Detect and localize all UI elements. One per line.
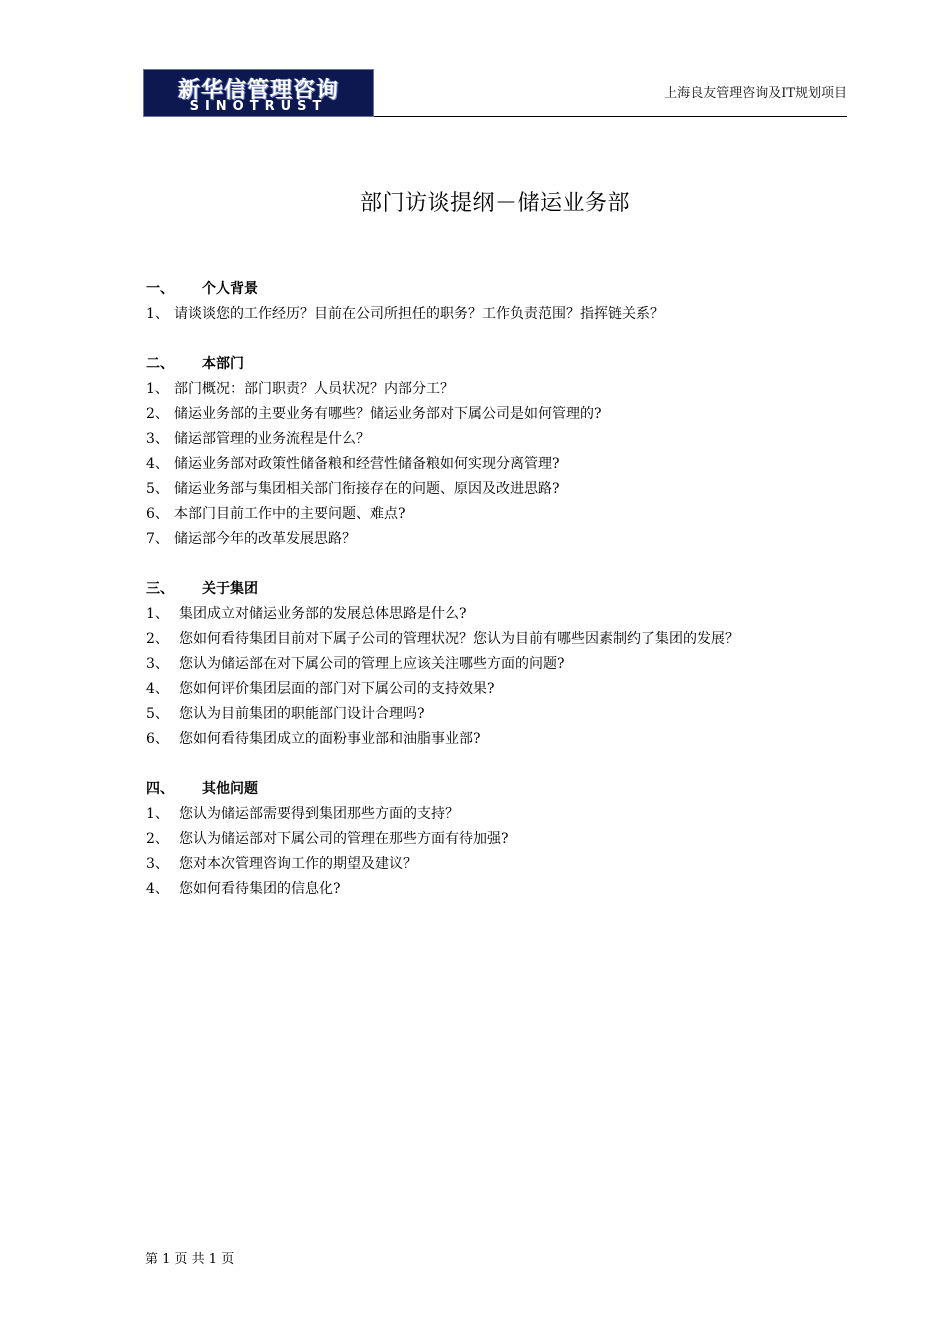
question-item [146,677,886,702]
section-about-group [146,577,886,752]
question-number: 7、 [146,531,169,547]
question-item [146,702,886,727]
section-personal-background [146,277,886,327]
question-number: 3、 [146,431,169,447]
section-title: 关于集团 [202,581,258,597]
section-number: 一、 [146,281,174,297]
question-text: 储运业务部与集团相关部门衔接存在的问题、原因及改进思路? [174,481,560,497]
question-text: 储运业务部的主要业务有哪些？储运业务部对下属公司是如何管理的? [174,406,602,422]
question-number: 1、 [146,306,169,322]
question-number: 2、 [146,831,169,847]
logo-chinese-text: 新华信管理咨询 [177,78,339,103]
question-text: 您认为储运部需要得到集团那些方面的支持？ [179,806,459,822]
question-item [146,727,886,752]
question-number: 1、 [146,606,169,622]
question-number: 4、 [146,681,169,697]
question-item [146,477,886,502]
question-list [146,802,886,902]
question-number: 1、 [146,806,169,822]
question-item [146,852,886,877]
section-other-questions [146,777,886,902]
outline-content [146,277,886,927]
sinotrust-logo [143,69,374,117]
question-item [146,827,886,852]
question-text: 您如何看待集团目前对下属子公司的管理状况？您认为目前有哪些因素制约了集团的发展？ [179,631,739,647]
project-name: 上海良友管理咨询及IT规划项目 [664,86,847,101]
section-title: 本部门 [202,356,244,372]
question-item [146,452,886,477]
question-number: 5、 [146,706,169,722]
question-text: 您对本次管理咨询工作的期望及建议？ [179,856,417,872]
question-list [146,377,886,552]
question-item [146,377,886,402]
question-text: 储运部今年的改革发展思路？ [174,531,356,547]
question-text: 您如何评价集团层面的部门对下属公司的支持效果? [179,681,495,697]
section-heading [146,352,886,377]
section-number: 四、 [146,781,174,797]
question-item [146,527,886,552]
question-number: 1、 [146,381,169,397]
question-list [146,602,886,752]
page-number-footer: 第 1 页 共 1 页 [145,1252,235,1267]
question-text: 您如何看待集团成立的面粉事业部和油脂事业部? [179,731,481,747]
question-number: 4、 [146,456,169,472]
question-number: 6、 [146,731,169,747]
question-number: 5、 [146,481,169,497]
question-item [146,802,886,827]
question-text: 请谈谈您的工作经历？目前在公司所担任的职务？工作负责范围？指挥链关系？ [174,306,664,322]
section-number: 二、 [146,356,174,372]
question-text: 集团成立对储运业务部的发展总体思路是什么? [179,606,467,622]
question-item [146,627,886,652]
question-item [146,502,886,527]
question-text: 本部门目前工作中的主要问题、难点? [174,506,406,522]
question-text: 部门概况：部门职责？人员状况？内部分工？ [174,381,454,397]
logo-english-text: SINOTRUST [189,99,328,114]
question-number: 6、 [146,506,169,522]
question-item [146,302,886,327]
question-number: 2、 [146,631,169,647]
question-text: 您认为目前集团的职能部门设计合理吗? [179,706,425,722]
section-title: 其他问题 [202,781,258,797]
question-item [146,602,886,627]
header-divider [374,116,847,117]
section-heading [146,277,886,302]
question-number: 3、 [146,656,169,672]
question-item [146,427,886,452]
question-item [146,402,886,427]
section-department [146,352,886,552]
question-text: 您如何看待集团的信息化? [179,881,341,897]
question-text: 储运业务部对政策性储备粮和经营性储备粮如何实现分离管理? [174,456,560,472]
section-title: 个人背景 [202,281,258,297]
document-title: 部门访谈提纲－储运业务部 [359,191,630,216]
section-heading [146,577,886,602]
question-item [146,652,886,677]
question-text: 您认为储运部在对下属公司的管理上应该关注哪些方面的问题? [179,656,565,672]
question-number: 2、 [146,406,169,422]
question-list [146,302,886,327]
section-number: 三、 [146,581,174,597]
question-text: 储运部管理的业务流程是什么？ [174,431,370,447]
question-item [146,877,886,902]
question-number: 3、 [146,856,169,872]
section-heading [146,777,886,802]
question-number: 4、 [146,881,169,897]
question-text: 您认为储运部对下属公司的管理在那些方面有待加强? [179,831,509,847]
